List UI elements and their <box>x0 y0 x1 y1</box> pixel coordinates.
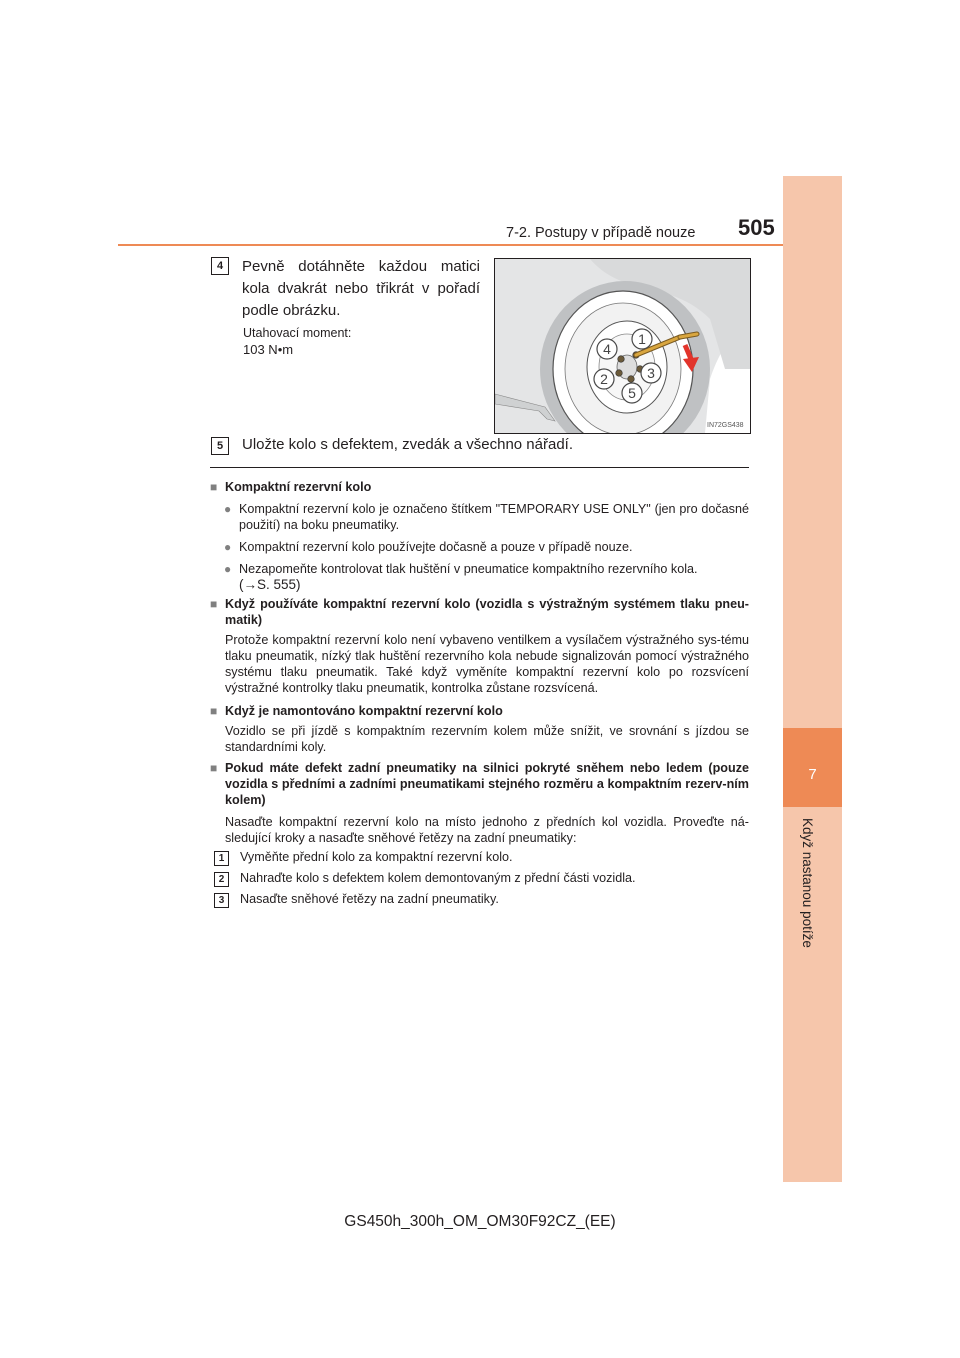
header-rule <box>118 244 783 246</box>
chapter-side-tab <box>783 176 842 1182</box>
note-tpms <box>210 596 749 696</box>
note-body: Vozidlo se při jízdě s kompaktním rezervním kolem může snížit, ve srovnání s jízdou se standardními koly. <box>225 724 749 754</box>
note-heading: ■ Kompaktní rezervní kolo <box>210 479 749 495</box>
substep-3-badge: 3 <box>214 893 229 908</box>
section-title: 7-2. Postupy v případě nouze <box>506 225 696 241</box>
step-5-text: Uložte kolo s defektem, zvedák a všechno nářadí. <box>242 436 574 453</box>
nut-label-1: 1 <box>638 331 646 347</box>
substep-1-text: Vyměňte přední kolo za kompaktní rezervní kolo. <box>240 850 513 864</box>
page-number: 505 <box>738 215 775 240</box>
note-heading: ■ Když je namontováno kompaktní rezervní kolo <box>210 703 749 719</box>
nut-label-4: 4 <box>603 341 611 357</box>
nut-label-2: 2 <box>600 371 608 387</box>
notes-divider <box>210 467 749 468</box>
nut-label-5: 5 <box>628 385 636 401</box>
substep-2-text: Nahraďte kolo s defektem kolem demontovaným z přední části vozidla. <box>240 871 636 885</box>
note-heading: ■ Pokud máte defekt zadní pneumatiky na silnici pokryté sněhem nebo ledem (pouze vozidla s předními a zadními pneumatikami stejného rozměru a kompaktním rezerv-ním kolem) <box>210 760 749 808</box>
substep-3-text: Nasaďte sněhové řetězy na zadní pneumatiky. <box>240 892 499 906</box>
note-body: Nasaďte kompaktní rezervní kolo na místo jednoho z předních kol vozidla. Proveďte ná-sledující kroky a nasaďte sněhové řetězy na zadní pneumatiky: <box>225 815 749 845</box>
note-bullet: ● Nezapomeňte kontrolovat tlak huštění v pneumatice kompaktního rezervního kola. <box>210 561 749 577</box>
note-heading: ■ Když používáte kompaktní rezervní kolo (vozidla s výstražným systémem tlaku pneu-matik) <box>210 596 749 628</box>
note-installed <box>210 703 749 755</box>
page-reference: (→S. 555) <box>239 577 301 592</box>
torque-value: 103 N•m <box>243 342 294 357</box>
wheel-tightening-illustration <box>494 258 751 434</box>
manual-code: GS450h_300h_OM_OM30F92CZ_(EE) <box>344 1213 616 1230</box>
step-5-badge: 5 <box>211 437 229 455</box>
nut-label-3: 3 <box>647 365 655 381</box>
chapter-number: 7 <box>808 766 817 783</box>
torque-label: Utahovací moment: <box>243 326 352 340</box>
wheel-illustration-svg <box>495 259 750 433</box>
step-4-text: Pevně dotáhněte každou matici kola dvakrát nebo třikrát v pořadí podle obrázku. <box>242 258 480 319</box>
chapter-title: Když nastanou potíže <box>800 818 815 948</box>
note-compact-spare <box>210 479 749 593</box>
illustration-code: IN72GS438 <box>707 422 744 429</box>
note-bullet: ● Kompaktní rezervní kolo používejte dočasně a pouze v případě nouze. <box>210 539 749 555</box>
note-snow-ice <box>210 760 749 846</box>
note-bullet: ● Kompaktní rezervní kolo je označeno štítkem "TEMPORARY USE ONLY" (jen pro dočasné použití) na boku pneumatiky. <box>210 501 749 533</box>
substep-2-badge: 2 <box>214 872 229 887</box>
step-4-badge: 4 <box>211 257 229 275</box>
substep-1-badge: 1 <box>214 851 229 866</box>
chapter-title-vertical <box>800 818 824 968</box>
note-body: Protože kompaktní rezervní kolo není vybaveno ventilkem a vysílačem výstražného sys-tému tlaku pneumatik, nízký tlak huštění rezervního kola nebude signalizován pomocí výstražného systému tlaku pneumatik. Také když vyměníte kompaktní rezervní kolo po rozsvícení výstražné kontrolky tlaku pneumatik, kontrolka zůstane rozsvícená. <box>225 633 749 695</box>
